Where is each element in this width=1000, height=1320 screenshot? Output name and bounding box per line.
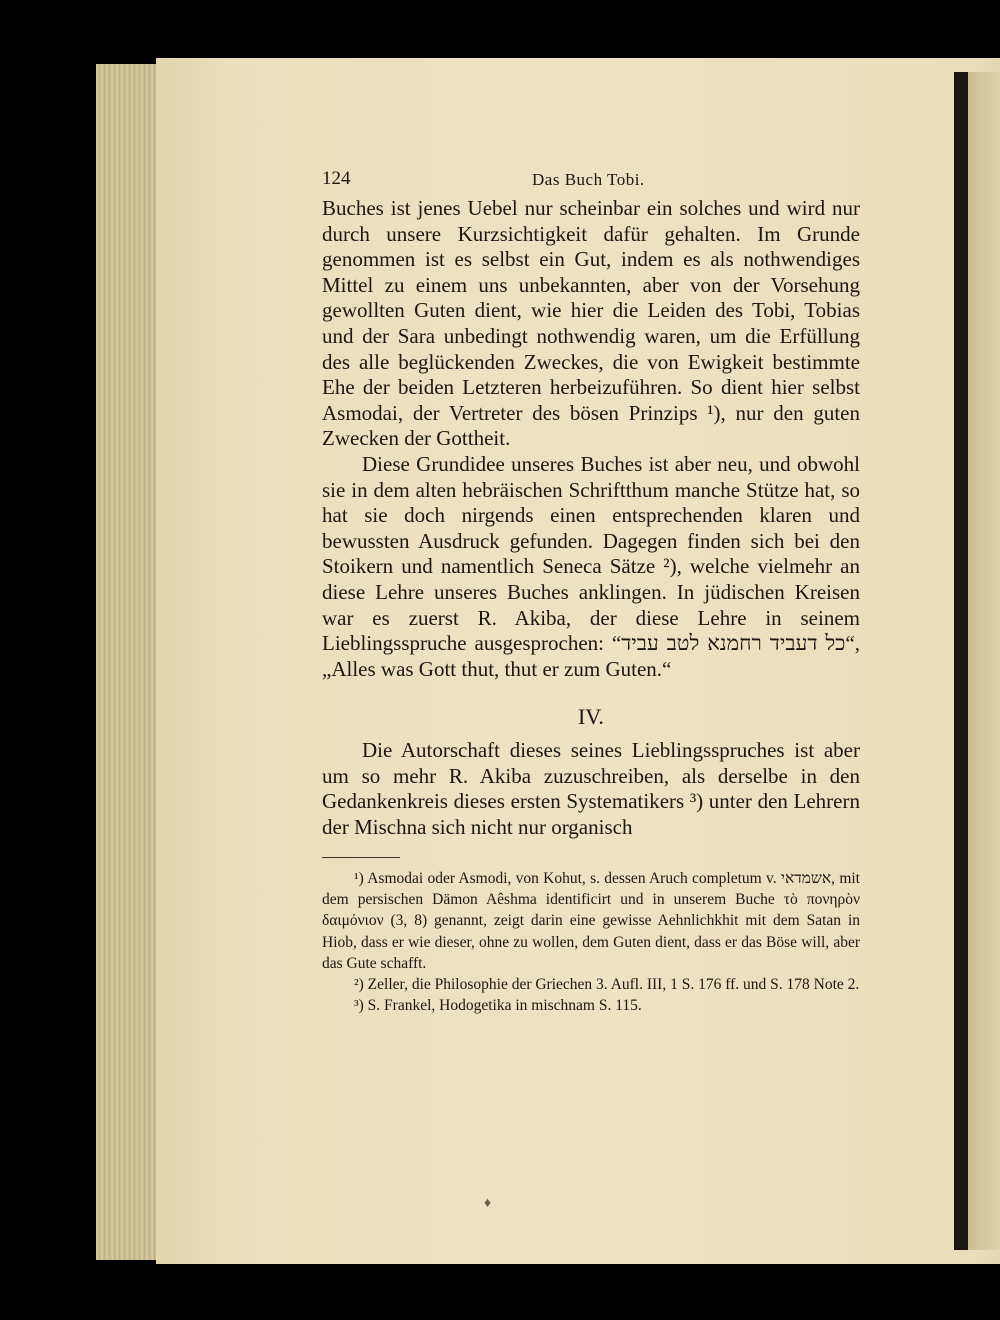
footnotes bbox=[322, 868, 860, 1017]
section-heading: IV. bbox=[578, 704, 604, 730]
page-number: 124 bbox=[322, 168, 351, 189]
footnote: ³) S. Frankel, Hodogetika in mischnam S. 115. bbox=[354, 997, 642, 1015]
ornament-icon: ♦ bbox=[484, 1196, 492, 1211]
page-text-block bbox=[322, 162, 860, 1017]
paragraph: Diese Grundidee unseres Buches ist aber neu, und obwohl sie in dem alten hebräischen Schriftthum manche Stütze hat, so hat sie doch nirgends einen entsprechenden klaren und bewussten Ausdruck gefunden. Dagegen finden sich bei den Stoikern und namentlich Seneca Sätze ²), welche vielmehr an diese Lehre unseres Buches anklingen. In jüdischen Kreisen war es zuerst R. Akiba, der diese Lehre in seinem Lieblingsspruche ausgesprochen: “כל דעביד רחמנא לטב עביד“, „Alles was Gott thut, thut er zum Guten.“ bbox=[322, 451, 860, 681]
footnote: ¹) Asmodai oder Asmodi, von Kohut, s. dessen Aruch completum v. אשמדאי, mit dem persischen Dämon Aêshma identificirt und in unserem Buche τὸ πονηρὸν δαιμόνιον (3, 8) genannt, zeigt darin eine gewisse Aehnlichkhit mit dem Satan in Hiob, dass er wie dieser, ohne zu wollen, dem Guten dient, dass er das Böse will, aber das Gute schafft. bbox=[322, 869, 860, 972]
page-edges bbox=[96, 64, 159, 1260]
main-text bbox=[322, 196, 860, 841]
running-head bbox=[322, 162, 860, 196]
running-title: Das Buch Tobi. bbox=[532, 170, 645, 189]
book-gutter bbox=[954, 72, 968, 1250]
facing-page-edge bbox=[968, 72, 1000, 1250]
paragraph: Buches ist jenes Uebel nur scheinbar ein solches und wird nur durch unsere Kurzsichtigkeit dafür gehalten. Im Grunde genommen ist es selbst ein Gut, indem es als nothwendiges Mittel zu einem uns unbekannten, aber von der Vorsehung gewollten Guten dient, wie hier die Leiden des Tobi, Tobias und der Sara unbedingt nothwendig waren, um die Erfüllung des alle beglückenden Zweckes, die von Ewigkeit bestimmte Ehe der beiden Letzteren herbeizuführen. So dient hier selbst Asmodai, der Vertreter des bösen Prinzips ¹), nur den guten Zwecken der Gottheit. bbox=[322, 196, 860, 451]
paragraph: Die Autorschaft dieses seines Lieblingsspruches ist aber um so mehr R. Akiba zuzuschreiben, als derselbe in den Gedankenkreis dieses ersten Systematikers ³) unter den Lehrern der Mischna sich nicht nur organisch bbox=[322, 738, 860, 840]
footnote-rule bbox=[322, 857, 400, 858]
footnote: ²) Zeller, die Philosophie der Griechen 3. Aufl. III, 1 S. 176 ff. und S. 178 Note 2. bbox=[354, 976, 860, 994]
